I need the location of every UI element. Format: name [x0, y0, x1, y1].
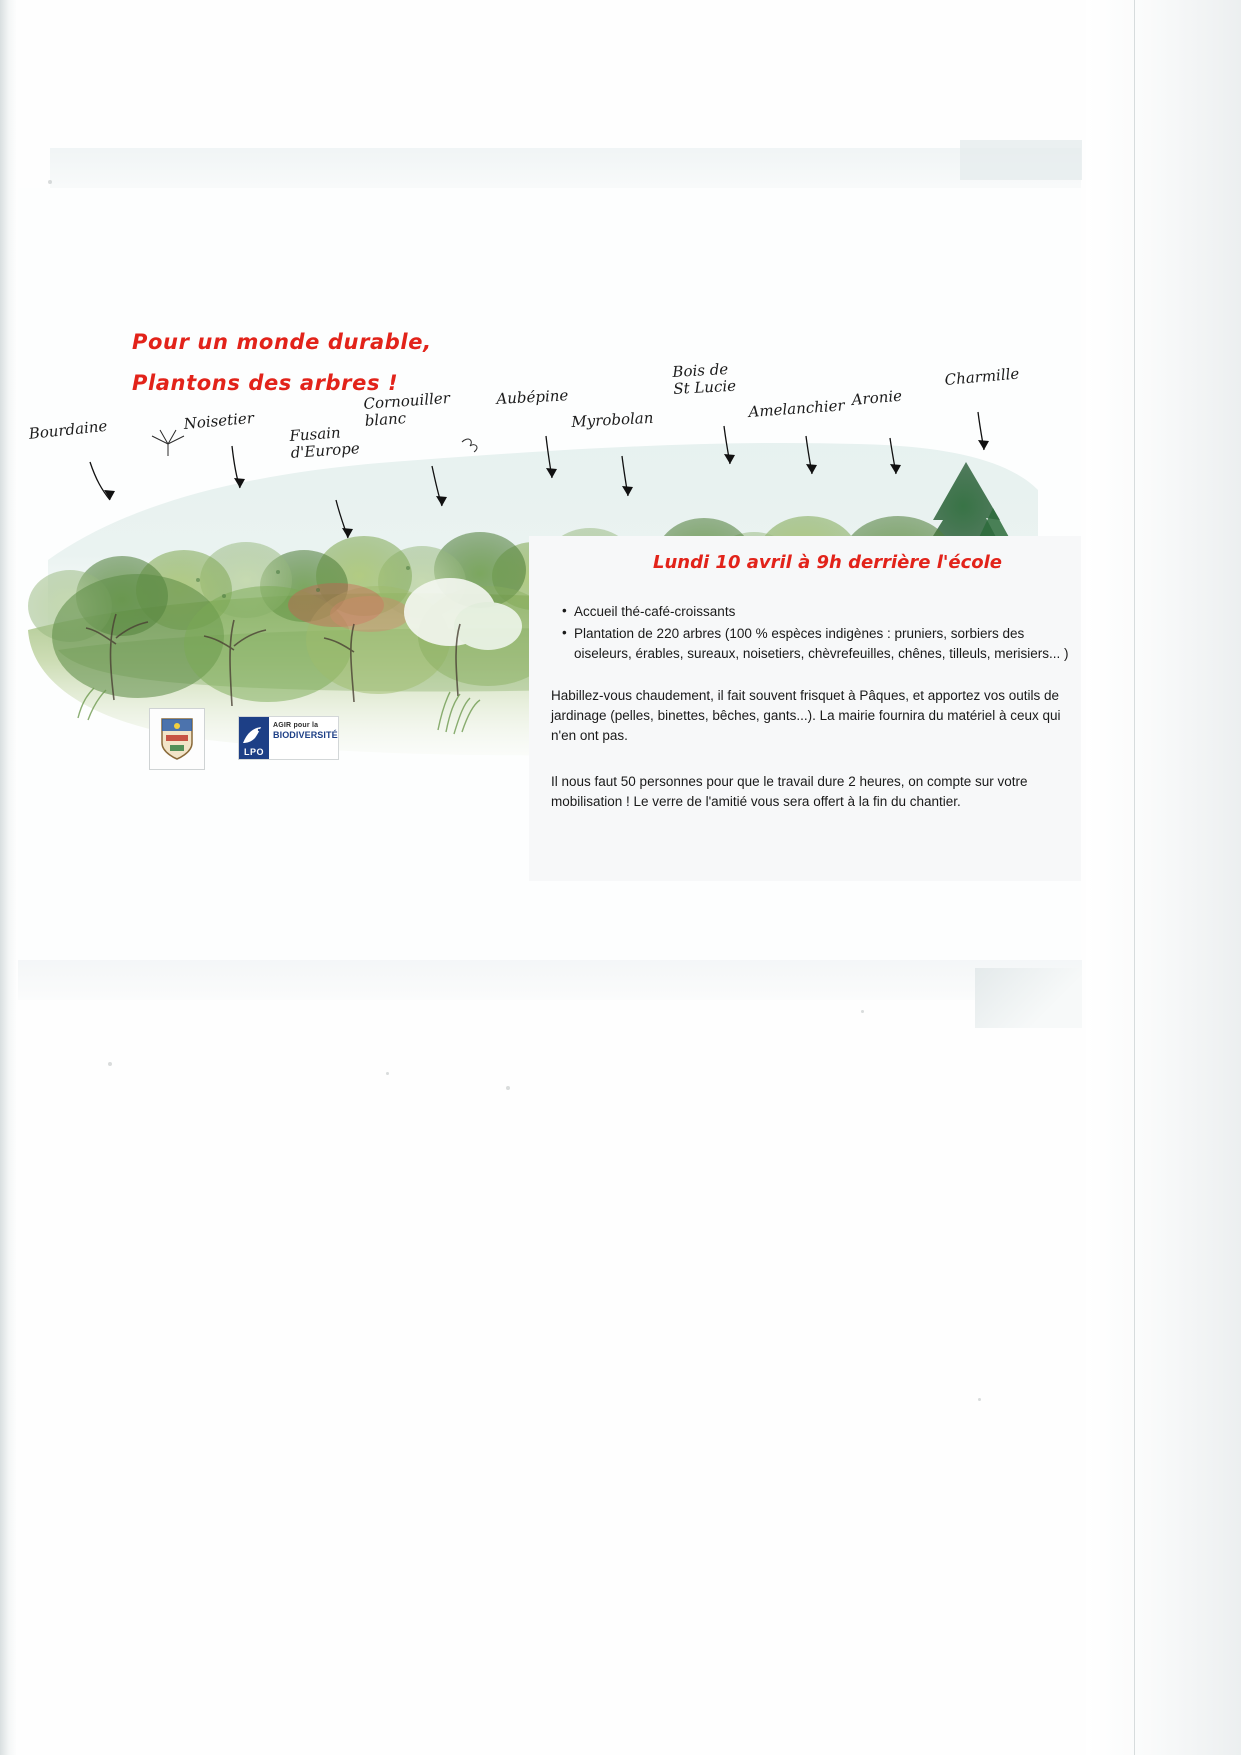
scan-artifact-corner — [975, 968, 1082, 1028]
event-program-list — [562, 602, 1071, 664]
species-label-charmille: Charmille — [943, 364, 1020, 389]
bird-icon — [239, 725, 269, 747]
page-edge-shadow-right — [1086, 0, 1241, 1755]
lpo-tagline-line1: AGIR pour la — [273, 722, 319, 729]
list-item: • Plantation de 220 arbres (100 % espèces indigènes : pruniers, sorbiers des oiseleurs, érables, sureaux, noisetiers, chèvrefeuilles, chênes, tilleuls, merisiers... ) — [562, 624, 1071, 664]
event-info-panel — [529, 536, 1081, 881]
blason-commune-logo — [149, 708, 205, 770]
scan-speck — [108, 1062, 112, 1066]
scan-speck — [978, 1398, 981, 1401]
lpo-wordmark — [269, 717, 341, 759]
event-title: Lundi 10 avril à 9h derrière l'école — [653, 552, 1002, 573]
scan-artifact-top — [50, 148, 1081, 192]
scan-speck — [48, 180, 52, 184]
species-label-amelanchier: Amelanchier — [747, 396, 846, 421]
species-label-bois-de-st-lucie: Bois de St Lucie — [671, 360, 737, 398]
lpo-logo — [238, 716, 339, 760]
species-label-noisetier: Noisetier — [182, 408, 255, 433]
species-label-aronie: Aronie — [850, 386, 903, 409]
headline-line-1: Pour un monde durable, — [132, 330, 432, 354]
event-details — [551, 602, 1071, 812]
scan-speck — [386, 1072, 389, 1075]
species-label-cornouiller-blanc: Cornouiller blanc — [362, 388, 451, 430]
species-label-fusain-deurope: Fusain d'Europe — [288, 423, 361, 462]
flyer-image — [18, 188, 1081, 978]
scan-artifact-bottom — [18, 960, 1082, 1000]
headline-line-2: Plantons des arbres ! — [132, 371, 399, 395]
event-paragraph-clothing: Habillez-vous chaudement, il fait souvent frisquet à Pâques, et apportez vos outils de jardinage (pelles, binettes, bêches, gants...). La mairie fournira du matériel à ceux qui n'en ont pas. — [551, 688, 1061, 743]
scan-speck — [861, 1010, 864, 1013]
coat-of-arms-icon — [160, 717, 194, 761]
scan-speck — [506, 1086, 510, 1090]
lpo-bird-mark — [239, 717, 269, 759]
species-label-bourdaine: Bourdaine — [27, 416, 109, 443]
page-edge-line — [1134, 0, 1135, 1755]
lpo-tagline-line2: BIODIVERSITÉ — [273, 730, 338, 740]
page-edge-shadow-left — [0, 0, 16, 1755]
species-label-myrobolan: Myrobolan — [570, 408, 654, 431]
list-item: • Accueil thé-café-croissants — [562, 602, 1071, 622]
page-title — [132, 322, 432, 404]
event-paragraph-volunteers: Il nous faut 50 personnes pour que le travail dure 2 heures, on compte sur votre mobilisation ! Le verre de l'amitié vous sera offert à la fin du chantier. — [551, 774, 1028, 809]
species-label-aubepine: Aubépine — [495, 386, 569, 408]
scan-artifact-top-right — [960, 140, 1082, 180]
lpo-mark-text: LPO — [243, 747, 264, 757]
